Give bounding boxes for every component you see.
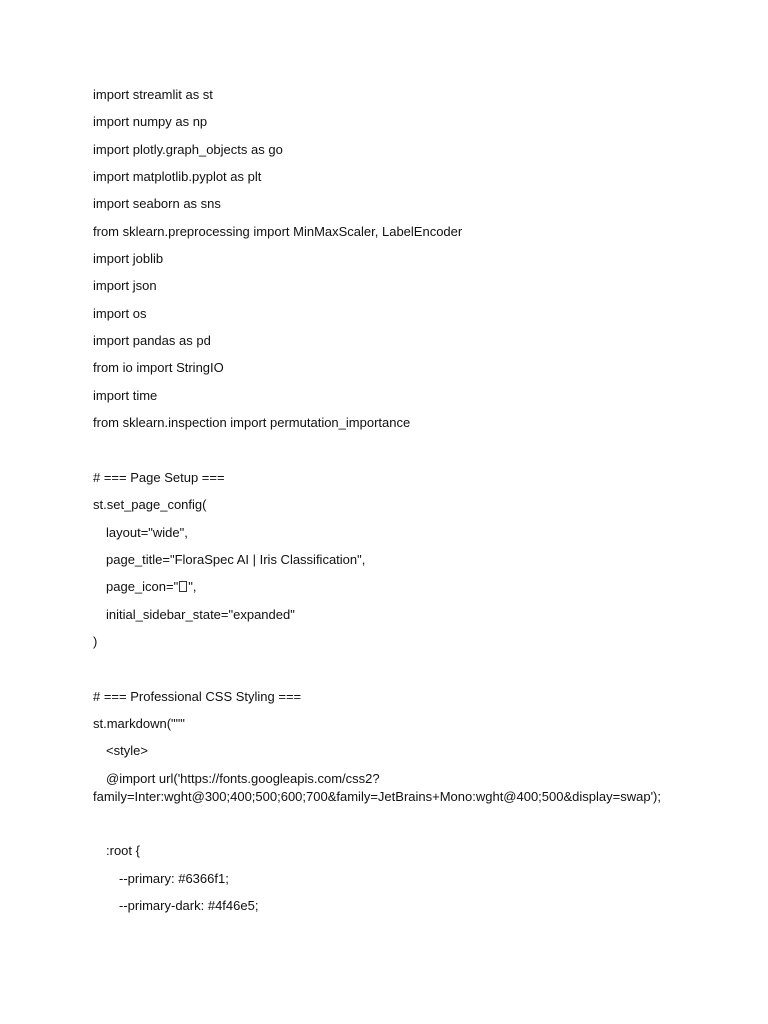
code-text: ", — [188, 579, 197, 595]
code-text: @import url('https://fonts.googleapis.com/css2?family=Inter:wght@300;400;500;600;700&family=JetBrains+Mono:wght@400;500&display=swap'); — [93, 770, 661, 804]
code-line-import-url — [93, 770, 733, 806]
code-text: page_icon=" — [106, 579, 179, 595]
code-line: import joblib — [93, 251, 164, 267]
blank-line — [93, 815, 733, 842]
code-line: import matplotlib.pyplot as plt — [93, 169, 262, 185]
code-line: --primary-dark: #4f46e5; — [119, 897, 259, 913]
code-line: st.markdown(""" — [93, 715, 185, 731]
code-line: layout="wide", — [106, 524, 188, 540]
code-comment-line: # === Page Setup === — [93, 469, 225, 485]
code-line: import plotly.graph_objects as go — [93, 141, 283, 157]
code-line: import json — [93, 278, 157, 294]
code-comment-line: # === Professional CSS Styling === — [93, 688, 302, 704]
code-line: from io import StringIO — [93, 360, 224, 376]
code-line: :root { — [106, 843, 140, 859]
missing-glyph-icon — [179, 581, 187, 592]
blank-line — [93, 660, 733, 687]
code-line: initial_sidebar_state="expanded" — [106, 606, 295, 622]
code-line-page-icon — [93, 578, 733, 605]
code-line: page_title="FloraSpec AI | Iris Classification", — [106, 551, 366, 567]
code-line: from sklearn.preprocessing import MinMaxScaler, LabelEncoder — [93, 223, 463, 239]
code-line: --primary: #6366f1; — [119, 870, 229, 886]
code-line: <style> — [106, 743, 148, 759]
code-line: from sklearn.inspection import permutation_importance — [93, 415, 411, 431]
blank-line — [93, 441, 733, 468]
code-line: st.set_page_config( — [93, 497, 207, 513]
code-line: ) — [93, 633, 98, 649]
code-line: import numpy as np — [93, 114, 208, 130]
code-listing — [93, 86, 733, 924]
code-line: import os — [93, 305, 147, 321]
code-line: import seaborn as sns — [93, 196, 221, 212]
code-line: import pandas as pd — [93, 333, 211, 349]
code-line: import time — [93, 387, 158, 403]
code-line: import streamlit as st — [93, 87, 213, 102]
